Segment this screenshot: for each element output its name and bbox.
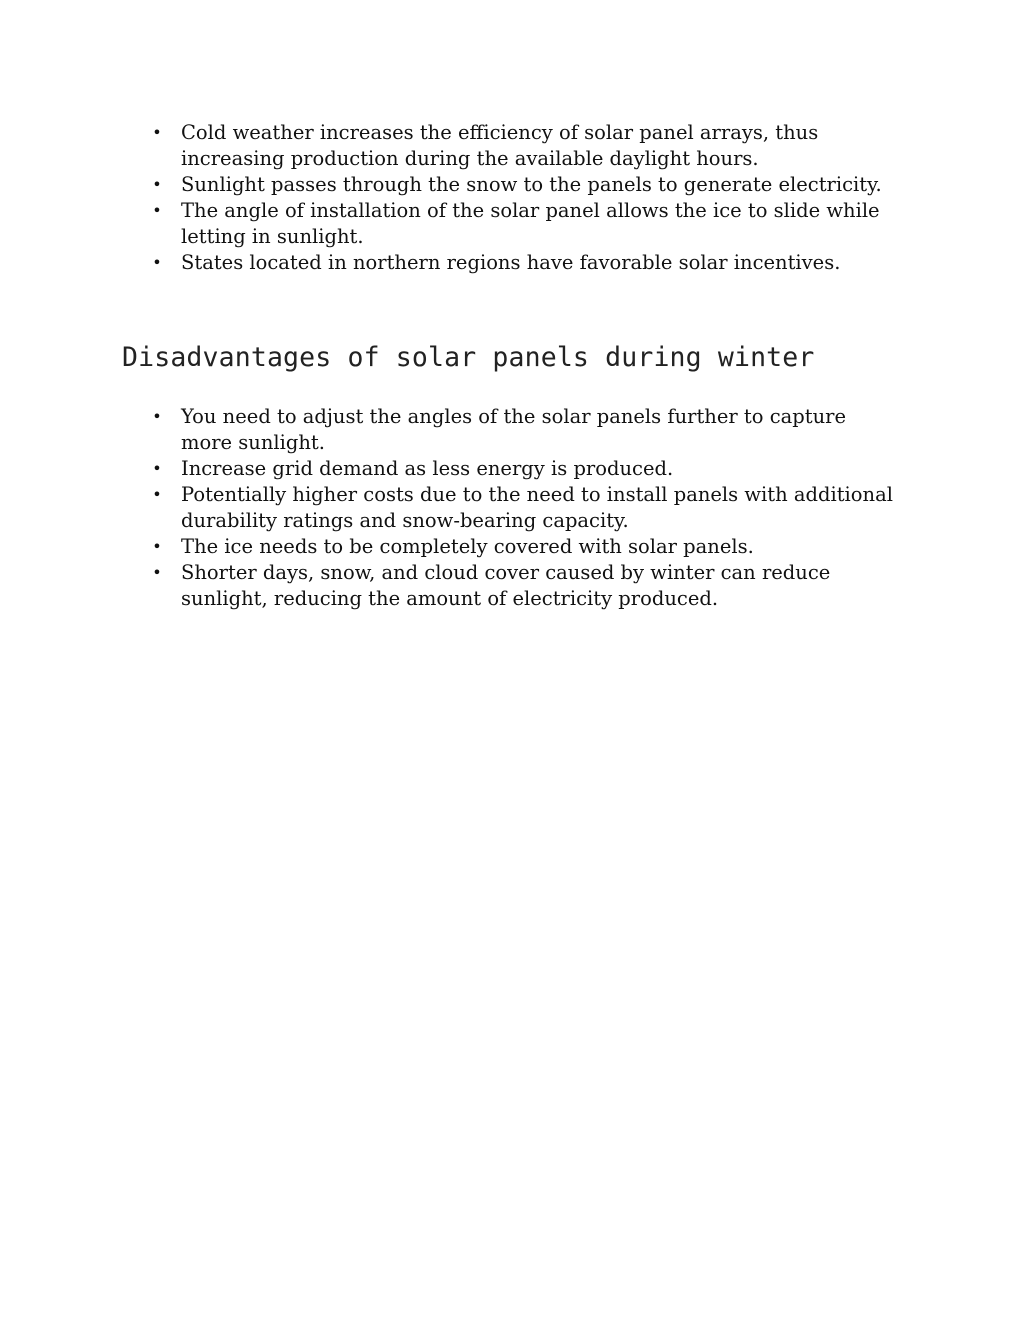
list-item [0,172,901,198]
bullet-icon: • [152,175,162,194]
list-item-text: The ice needs to be completely covered with solar panels. [181,535,754,558]
list-item-text: Cold weather increases the efficiency of solar panel arrays, thus increasing production during the available daylight hours. [181,121,819,170]
list-item-text: The angle of installation of the solar panel allows the ice to slide while letting in sunlight. [181,199,880,248]
list-item-text: Increase grid demand as less energy is produced. [181,457,674,480]
list-item [0,482,901,534]
advantages-list [0,120,901,276]
list-item-text: Shorter days, snow, and cloud cover caused by winter can reduce sunlight, reducing the amount of electricity produced. [181,561,831,610]
list-item-text: States located in northern regions have favorable solar incentives. [181,251,841,274]
list-item [0,560,901,612]
list-item [0,534,901,560]
bullet-icon: • [152,253,162,272]
list-item [0,250,901,276]
disadvantages-heading: Disadvantages of solar panels during winter [122,342,815,373]
bullet-icon: • [152,123,162,142]
list-item [0,456,901,482]
bullet-icon: • [152,485,162,504]
list-item-text: Sunlight passes through the snow to the panels to generate electricity. [181,173,882,196]
list-item [0,198,901,250]
list-item [0,120,901,172]
bullet-icon: • [152,407,162,426]
disadvantages-list [0,404,901,612]
bullet-icon: • [152,459,162,478]
list-item [0,404,901,456]
list-item-text: Potentially higher costs due to the need to install panels with additional durability ratings and snow-bearing capacity. [181,483,893,532]
bullet-icon: • [152,537,162,556]
bullet-icon: • [152,563,162,582]
bullet-icon: • [152,201,162,220]
list-item-text: You need to adjust the angles of the solar panels further to capture more sunlight. [181,405,846,454]
